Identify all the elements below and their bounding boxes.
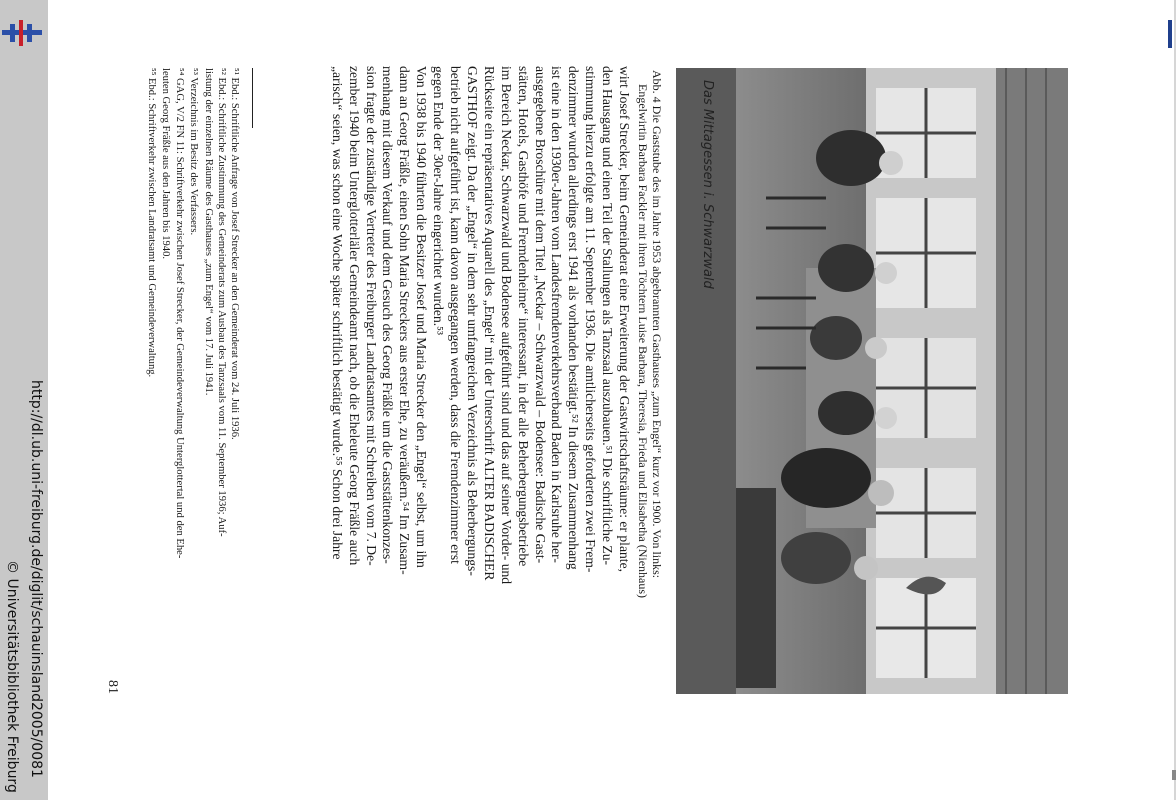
body-line: GASTHOF zeigt. Da der „Engel“ in dem sehr umfangreichen Verzeichnis als Beherbergungs- [464,66,480,576]
body-line: zember 1940 beim Unterglotterläler Gemeindeamt nach, ob die Eheleute Georg Fräßle auch [346,66,362,566]
document-url[interactable]: http://dl.ub.uni-freiburg.de/diglit/schauinsland2005/0081 [28,380,44,778]
body-line: stätten, Hotels, Gasthöfe und Fremdenheime“ interessant, in der alle Beherbergungsbetriebe [515,66,531,567]
footnote-line: leuten Georg Fräßle aus den Jahren bis 1940. [160,68,171,260]
body-line: gegen Ende der 30er-Jahre eingerichtet wurden.⁵³ [431,66,447,335]
footnote-line: ⁵¹ Ebd.: Schriftliche Anfrage von Josef Strecker an den Gemeinderat vom 24. Juli 1936. [229,68,240,440]
body-line: den Hausgang und einen Teil der Stallungen als Tanzsaal auszubauen.⁵¹ Die schriftliche Zu- [600,66,616,566]
historic-photo-gaststube [676,68,1068,694]
footnote-rule [252,68,253,128]
body-line: Von 1938 bis 1940 führten die Besitzer Josef und Maria Strecker den „Engel“ selbst, um ihn [414,66,430,568]
footnote-line: ⁵⁵ Ebd.: Schriftverkehr zwischen Landratsamt und Gemeindeverwaltung. [146,68,157,378]
body-line: „arisch“ seien, was schon eine Woche später schriftlich bestätigt wurde.⁵⁵ Schon drei Jahre [329,66,345,560]
body-line: betrieb nicht aufgeführt ist, kann davon ausgegangen werden, dass die Fremdenzimmer erst [448,66,463,564]
body-line: stimmung hierzu erfolgte am 11. September 1936. Die amtlicherseits geforderten zwei Frem- [583,66,599,573]
right-edge-marker [1168,20,1172,48]
ub-freiburg-logo-icon[interactable] [2,20,42,46]
body-line: im Bereich Neckar, Schwarzwald und Bodensee aufgeführt sind und das auf seiner Vorder- und [498,66,514,585]
body-line: wirt Josef Strecker, beim Gemeinderat eine Erweiterung der Gastwirtschaftsräume: er plante, [617,66,632,573]
right-edge-marker-bottom [1172,770,1176,780]
copyright-notice: © Universitätsbibliothek Freiburg [4,560,20,793]
footnote-line: ⁵⁴ GAG, V/2 FN 11: Schriftverkehr zwischen Josef Strecker, der Gemeindeverwaltung Unterglottertal und den Ehe- [174,68,185,559]
photo-handwritten-title: Das Mittagessen i. Schwarzwald [700,80,715,289]
figure-caption-line-2: Engelwirtin Barbara Fackler mit ihren Töchtern Luise Barbara, Theresia, Frieda und Elisabetha (Nienhaus) [636,84,650,599]
body-line: denzimmer wurden allerdings erst 1941 als vorhanden bestätigt.⁵² In diesem Zusammenhang [566,66,582,570]
body-line: ausgegebene Broschüre mit dem Titel „Neckar – Schwarzwald – Bodensee: Badische Gast- [532,66,548,564]
page-number: 81 [105,680,120,694]
body-line: dann an Georg Fräßle, einen Sohn Maria Streckers aus erster Ehe, zu veräußern.⁵⁴ Im Zusam- [397,66,413,575]
body-line: ist eine in den 1930er-Jahren vom Landesfremdenverkehrsverband Baden in Karlsruhe her- [549,66,565,563]
body-line: menhang mit diesem Verkauf und dem Gesuch des Georg Fräßle um die Gaststättenkonzes- [380,66,396,564]
body-line: sion fragte der zuständige Vertreter des Freiburger Landratsamtes mit Schreiben vom 7. De- [363,66,379,566]
figure-caption-line-1: Abb. 4 Die Gaststube des im Jahre 1953 abgebrannten Gasthauses „zum Engel“ kurz vor 1900. Von links: [650,70,664,579]
footnote-line: listung der einzelnen Räume des Gasthauses „zum Engel“ vom 17. Juli 1941. [203,68,214,396]
body-line: Rückseite ein repräsentatives Aquarell des „Engel“ mit der Unterschrift ALTER BADISCHER [481,66,497,581]
footnote-line: ⁵³ Verzeichnis im Besitz des Verfassers. [188,68,199,236]
footnote-line: ⁵² Ebd.: Schriftliche Zustimmung des Gemeinderats zum Ausbau des Tanzsaals vom 11. September 1936; Auf- [216,68,227,537]
